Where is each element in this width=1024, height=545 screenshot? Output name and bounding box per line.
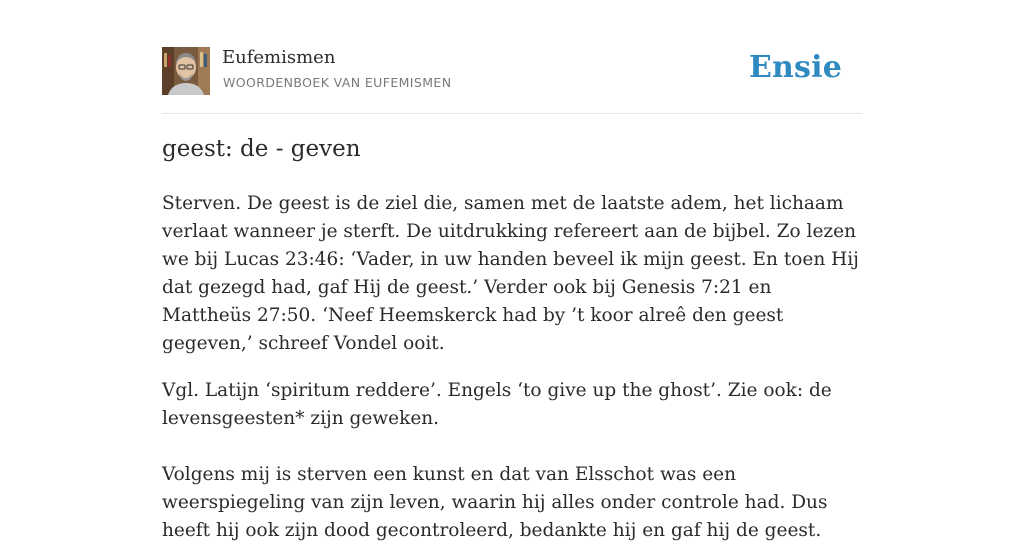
entry-header [162,46,862,96]
author-subtitle[interactable]: WOORDENBOEK VAN EUFEMISMEN [223,75,452,90]
ensie-logo[interactable]: Ensie [748,50,842,85]
author-portrait-icon [162,47,210,95]
author-name[interactable]: Eufemismen [222,47,336,68]
author-avatar[interactable] [162,47,210,95]
entry-body [162,190,862,545]
entry-paragraph-3: Volgens mij is sterven een kunst en dat van Elsschot was een weerspiegeling van zijn leven, waarin hij alles onder controle had. Dus heeft hij ook zijn dood gecontroleerd, bedankte hij en gaf hij de geest. [162,464,828,541]
header-divider [162,113,862,114]
entry-paragraph-1: Sterven. De geest is de ziel die, samen met de laatste adem, het lichaam verlaat wanneer je sterft. De uitdrukking refereert aan de bijbel. Zo lezen we bij Lucas 23:46: ‘Vader, in uw handen beveel ik mijn geest. En toen Hij dat gezegd had, gaf Hij de geest.’ Verder ook bij Genesis 7:21 en Mattheüs 27:50. ‘Neef Heemskerck had by ’t koor alreê den geest gegeven,’ schreef Vondel ooit. [162,193,859,354]
entry-paragraph-2: Vgl. Latijn ‘spiritum reddere’. Engels ‘to give up the ghost’. Zie ook: de levensgeesten* zijn geweken. [162,380,832,429]
entry-title: geest: de - geven [162,136,361,162]
